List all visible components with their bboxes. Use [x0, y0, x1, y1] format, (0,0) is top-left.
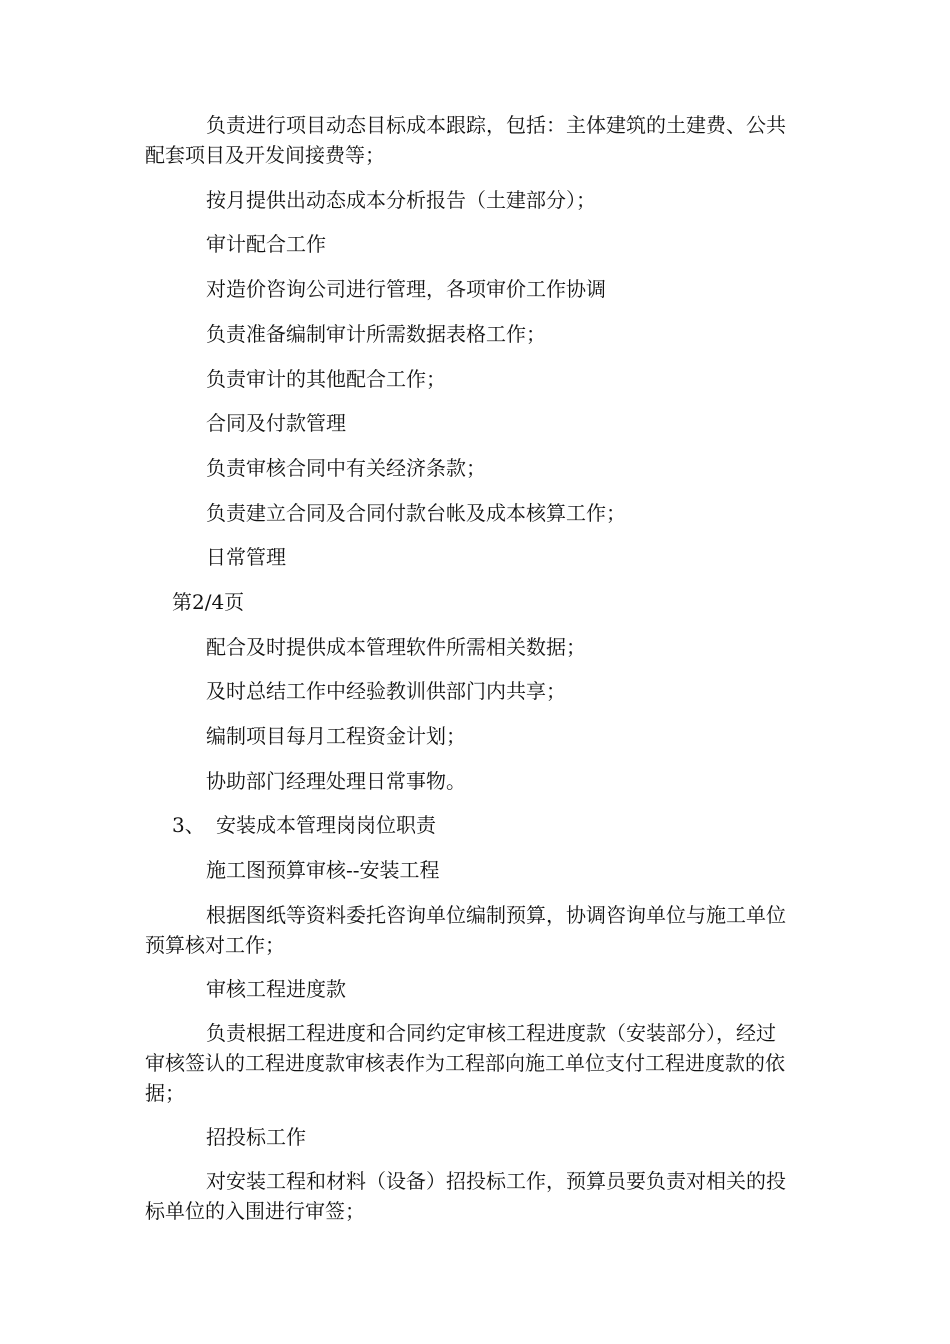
paragraph-cost-tracking: 负责进行项目动态目标成本跟踪，包括：主体建筑的土建费、公共配套项目及开发间接费等； [145, 113, 786, 167]
heading-progress-payment-review: 审核工程进度款 [206, 977, 346, 1001]
paragraph-monthly-funding-plan: 编制项目每月工程资金计划； [206, 724, 466, 748]
paragraph-consultant-management: 对造价咨询公司进行管理，各项审价工作协调 [206, 277, 606, 301]
section-3-title: 安装成本管理岗岗位职责 [216, 813, 436, 837]
paragraph-assist-manager: 协助部门经理处理日常事物。 [206, 769, 466, 793]
paragraph-audit-other-work: 负责审计的其他配合工作； [206, 367, 446, 391]
paragraph-contract-clauses: 负责审核合同中有关经济条款； [206, 456, 486, 480]
paragraph-monthly-report: 按月提供出动态成本分析报告（土建部分）； [206, 188, 596, 212]
heading-installation-budget-review: 施工图预算审核--安装工程 [206, 858, 440, 882]
paragraph-software-data: 配合及时提供成本管理软件所需相关数据； [206, 635, 586, 659]
heading-contract-payment: 合同及付款管理 [206, 411, 346, 435]
heading-daily-management: 日常管理 [206, 545, 286, 569]
heading-audit-cooperation: 审计配合工作 [206, 232, 326, 256]
paragraph-commission-budget: 根据图纸等资料委托咨询单位编制预算，协调咨询单位与施工单位预算核对工作； [145, 903, 786, 957]
paragraph-audit-data-tables: 负责准备编制审计所需数据表格工作； [206, 322, 546, 346]
section-3-number: 3、 [172, 813, 205, 837]
page-number-marker: 第2/4页 [172, 590, 245, 614]
section-3-heading [172, 810, 436, 840]
paragraph-contract-ledger: 负责建立合同及合同付款台帐及成本核算工作； [206, 501, 626, 525]
paragraph-bidding-review: 对安装工程和材料（设备）招投标工作，预算员要负责对相关的投标单位的入围进行审签； [145, 1169, 786, 1223]
paragraph-lessons-learned: 及时总结工作中经验教训供部门内共享； [206, 679, 566, 703]
heading-bidding-work: 招投标工作 [206, 1125, 306, 1149]
paragraph-progress-payment: 负责根据工程进度和合同约定审核工程进度款（安装部分），经过审核签认的工程进度款审核表作为工程部向施工单位支付工程进度款的依据； [145, 1021, 785, 1105]
